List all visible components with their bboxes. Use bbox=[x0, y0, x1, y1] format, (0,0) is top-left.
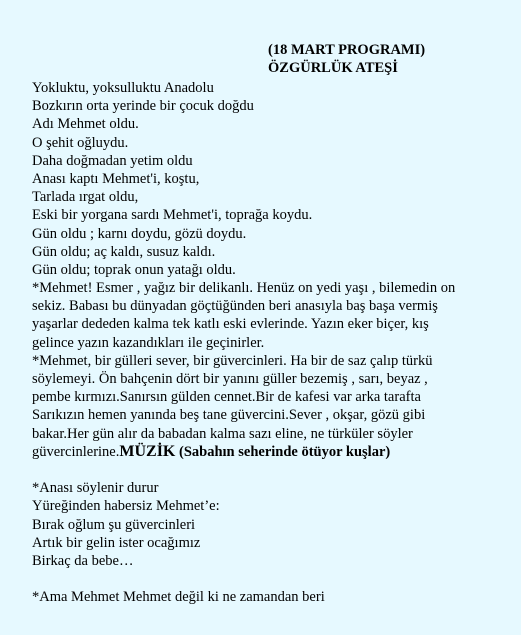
text-line: Tarlada ırgat oldu, bbox=[32, 189, 139, 206]
text-line: sekiz. Babası bu dünyadan göçtüğünden beri anasıyla baş başa vermiş bbox=[32, 298, 438, 315]
text-line: *Mehmet! Esmer , yağız bir delikanlı. Henüz on yedi yaşı , bilemedin on bbox=[32, 280, 456, 297]
text-line: pembe kırmızı.Sanırsın gülden cennet.Bir de kafesi var arka tarafta bbox=[32, 389, 421, 406]
text-line: Yokluktu, yoksulluktu Anadolu bbox=[32, 80, 214, 96]
blank-line bbox=[32, 570, 504, 588]
paragraph-2 bbox=[32, 352, 504, 461]
text-line: Artık bir gelin ister ocağımız bbox=[32, 534, 201, 551]
text-line: Yüreğinden habersiz Mehmet’e: bbox=[32, 498, 220, 515]
document-header bbox=[268, 41, 425, 77]
text-line: Bırak oğlum şu güvercinleri bbox=[32, 516, 196, 533]
poem-stanza-2 bbox=[32, 479, 504, 570]
music-cue-note: (Sabahın seherinde ötüyor kuşlar) bbox=[175, 443, 391, 460]
text-line: Eski bir yorgana sardı Mehmet'i, toprağa koydu. bbox=[32, 207, 313, 224]
text-segment: güvercinlerine. bbox=[32, 443, 120, 460]
blank-line bbox=[32, 461, 504, 479]
text-line: söylemeyi. Ön bahçenin dört bir yanını güller bezemiş , sarı, beyaz , bbox=[32, 371, 428, 387]
text-line: Birkaç da bebe… bbox=[32, 552, 134, 569]
text-line: Anası kaptı Mehmet'i, koştu, bbox=[32, 170, 200, 187]
document-title: ÖZGÜRLÜK ATEŞİ bbox=[268, 60, 398, 76]
text-line: Daha doğmadan yetim oldu bbox=[32, 152, 193, 169]
music-cue bbox=[119, 444, 390, 460]
poem-stanza-1 bbox=[32, 79, 504, 279]
text-line: Gün oldu; aç kaldı, susuz kaldı. bbox=[32, 243, 216, 260]
text-line: *Anası söylenir durur bbox=[32, 480, 159, 497]
text-line: *Mehmet, bir gülleri sever, bir güvercinleri. Ha bir de saz çalıp türkü bbox=[32, 352, 433, 369]
paragraph-1 bbox=[32, 279, 504, 352]
text-line: Adı Mehmet oldu. bbox=[32, 116, 139, 133]
text-line: Gün oldu; toprak onun yatağı oldu. bbox=[32, 261, 236, 278]
text-line: yaşarlar dededen kalma tek katlı eski evlerinde. Yazın eker biçer, kış bbox=[32, 316, 429, 333]
document-body bbox=[32, 79, 504, 606]
program-date: (18 MART PROGRAMI) bbox=[268, 42, 426, 58]
final-line: *Ama Mehmet Mehmet değil ki ne zamandan beri bbox=[32, 589, 325, 606]
text-line: Sarıkızın hemen yanında beş tane güvercini.Sever , okşar, gözü gibi bbox=[32, 407, 426, 424]
text-line: Bozkırın orta yerinde bir çocuk doğdu bbox=[32, 98, 254, 115]
music-cue-label: MÜZİK bbox=[119, 442, 176, 460]
text-line: gelince yazın kazandıkları ile geçinirler. bbox=[32, 334, 265, 351]
text-line: bakar.Her gün alır da babadan kalma sazı eline, ne türküler söyler bbox=[32, 425, 413, 442]
text-line: O şehit oğluydu. bbox=[32, 134, 129, 151]
text-line-with-music-cue bbox=[32, 443, 504, 461]
text-line: Gün oldu ; karnı doydu, gözü doydu. bbox=[32, 225, 247, 242]
